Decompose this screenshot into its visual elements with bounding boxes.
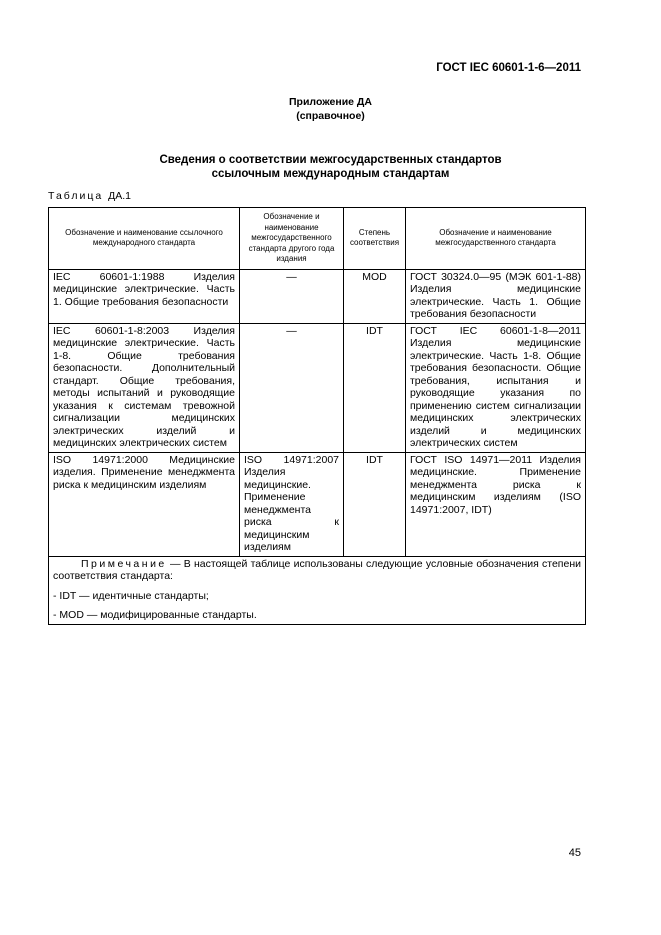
note-intro (53, 558, 581, 583)
table-header-row (49, 208, 586, 270)
cell-gost: ГОСТ ISO 14971—2011 Изделия медицинские. Применение менеджмента риска к медицинским изделиям (ISO 14971:2007, IDT) (406, 452, 586, 556)
table-row (49, 452, 586, 556)
cell-intl: ISO 14971:2000 Медицинские изделия. Применение менеджмента риска к медицинским изделиям (49, 452, 240, 556)
header-gost-standard: Обозначение и наименование межгосударственного стандарта (406, 208, 586, 270)
table-caption-number: ДА.1 (108, 190, 131, 202)
appendix-heading (0, 95, 661, 123)
table-note (49, 556, 586, 624)
appendix-title: Приложение ДА (289, 96, 372, 108)
note-text: — В настоящей таблице использованы следующие условные обозначения степени соответствия стандарта: (53, 557, 581, 582)
note-item-idt: - IDT — идентичные стандарты; (53, 589, 209, 602)
header-degree: Степень соответствия (344, 208, 406, 270)
cell-intl: IEC 60601-1-8:2003 Изделия медицинские электрические. Часть 1-8. Общие требования безопасности. Дополнительный стандарт. Общие требования, методы испытаний и руководящие указания к системам тревожной сигнализации медицинских электрических изделий и медицинских электрических систем (49, 323, 240, 452)
page-number: 45 (568, 847, 581, 859)
section-title (0, 153, 661, 181)
note-label: Примечание (81, 557, 167, 570)
header-other-edition: Обозначение и наименование межгосударственного стандарта другого года издания (240, 208, 344, 270)
section-title-line2: ссылочным международным стандартам (211, 168, 450, 180)
cell-other: ISO 14971:2007 Изделия медицинские. Применение менеджмента риска к медицинским изделиям (240, 452, 344, 556)
table-caption (48, 190, 131, 202)
cell-other: — (240, 323, 344, 452)
cell-gost: ГОСТ 30324.0—95 (МЭК 601-1-88) Изделия медицинские электрические. Часть 1. Общие требования безопасности (406, 269, 586, 323)
cell-degree: IDT (344, 452, 406, 556)
section-title-line1: Сведения о соответствии межгосударственных стандартов (159, 154, 502, 166)
cell-degree: MOD (344, 269, 406, 323)
cell-gost: ГОСТ IEC 60601-1-8—2011 Изделия медицинские электрические. Часть 1-8. Общие требования безопасности. Общие требования, испытания и руководящие указания по применению систем сигнализации медицинских электрических изделий и медицинских электрических систем (406, 323, 586, 452)
cell-intl: IEC 60601-1:1988 Изделия медицинские электрические. Часть 1. Общие требования безопасности (49, 269, 240, 323)
cell-other: — (240, 269, 344, 323)
document-code: ГОСТ IEC 60601-1-6—2011 (436, 62, 581, 74)
appendix-subtitle: (справочное) (296, 110, 365, 122)
cell-degree: IDT (344, 323, 406, 452)
header-intl-standard: Обозначение и наименование ссылочного международного стандарта (49, 208, 240, 270)
table-row (49, 323, 586, 452)
table-caption-word: Таблица (48, 190, 104, 202)
correspondence-table (48, 207, 586, 625)
table-row (49, 269, 586, 323)
table-note-row (49, 556, 586, 624)
note-item-mod: - MOD — модифицированные стандарты. (53, 609, 257, 621)
